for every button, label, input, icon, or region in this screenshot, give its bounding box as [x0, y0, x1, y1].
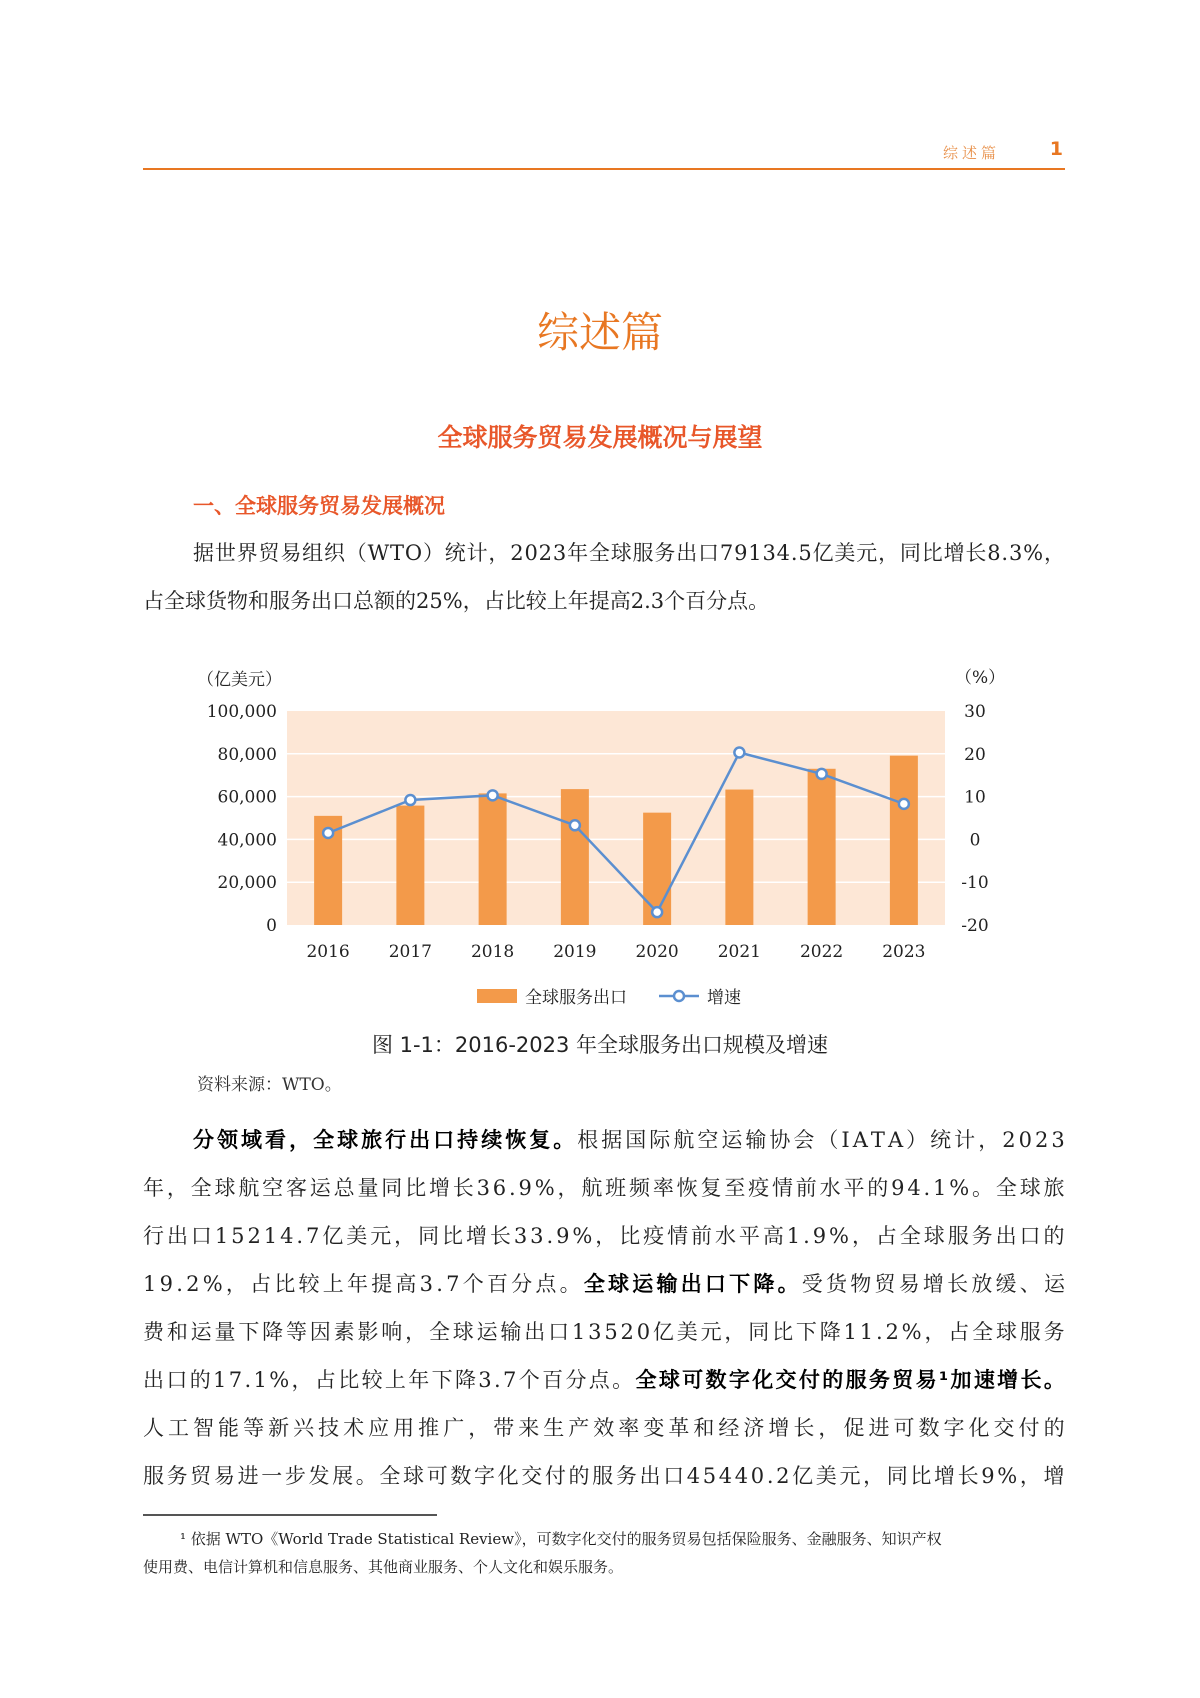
x-tick: 2016	[306, 942, 350, 962]
footnote-line: ¹ 依据 WTO《World Trade Statistical Review》，可数字化交付的服务贸易包括保险服务、金融服务、知识产权	[180, 1530, 942, 1548]
legend-line-label: 增速	[707, 988, 741, 1008]
bar-2017	[396, 806, 424, 925]
article-title: 全球服务贸易发展概况与展望	[437, 423, 763, 452]
text-line: 费 和 运 量 下 降 等 因 素 影 响 ， 全 球 运 输 出 口 1 3 5 2 0 亿 美 元 ， 同 比 下 降 1 1 . 2 % ， 占 全 球 服 务	[143, 1320, 1065, 1344]
y-tick-left: 80,000	[217, 744, 277, 765]
growth-point-2017	[405, 795, 415, 805]
footnote-line: 使用费、电信计算机和信息服务、其他商业服务、个人文化和娱乐服务。	[143, 1558, 624, 1576]
y-tick-right: -10	[961, 873, 989, 894]
y-tick-right: -20	[961, 916, 989, 936]
text-line: 服 务 贸 易 进 一 步 发 展 。 全 球 可 数 字 化 交 付 的 服 务 出 口 4 5 4 4 0 . 2 亿 美 元 ， 同 比 增 长 9 % ， 增	[143, 1464, 1065, 1488]
y-tick-right: 20	[964, 744, 986, 765]
growth-point-2021	[734, 748, 744, 758]
plot-area	[287, 711, 945, 925]
page-number: 1	[1049, 138, 1063, 160]
growth-point-2018	[488, 790, 498, 800]
text-line: 占 全 球 货 物 和 服 务 出 口 总 额 的 2 5 % ， 占 比 较 上 年 提 高 2 . 3 个 百 分 点 。	[143, 589, 770, 613]
text-line: 行 出 口 1 5 2 1 4 . 7 亿 美 元 ， 同 比 增 长 3 3 . 9 % ， 比 疫 情 前 水 平 高 1 . 9 % ， 占 全 球 服 务 出 口 的	[143, 1224, 1065, 1248]
x-tick: 2021	[717, 942, 762, 962]
growth-point-2022	[817, 769, 827, 779]
bar-2019	[561, 789, 589, 925]
section-heading: 一、全球服务贸易发展概况	[193, 494, 445, 518]
growth-point-2019	[570, 820, 580, 830]
bar-2021	[725, 790, 753, 925]
x-tick: 2022	[799, 942, 844, 962]
x-tick: 2017	[388, 942, 433, 962]
growth-point-2020	[652, 907, 662, 917]
y-tick-left: 100,000	[206, 702, 277, 722]
footnote-rule	[143, 1514, 437, 1516]
header-rule	[143, 168, 1065, 170]
text-line: 出 口 的 1 7 . 1 % ， 占 比 较 上 年 下 降 3 . 7 个 百 分 点 。 全 球 可 数 字 化 交 付 的 服 务 贸 易 ¹ 加 速 增 长 。	[143, 1368, 1065, 1392]
text-line: 人 工 智 能 等 新 兴 技 术 应 用 推 广 ， 带 来 生 产 效 率 变 革 和 经 济 增 长 ， 促 进 可 数 字 化 交 付 的	[143, 1416, 1065, 1440]
legend-bar-swatch	[477, 989, 517, 1003]
x-tick: 2020	[635, 942, 679, 962]
running-header-section: 综述篇	[942, 144, 1000, 162]
y-axis-label-left: （亿美元）	[197, 670, 282, 690]
bar-2023	[890, 756, 918, 925]
growth-point-2023	[899, 799, 909, 809]
legend-line-marker	[674, 991, 684, 1001]
y-tick-left: 40,000	[217, 830, 277, 851]
growth-point-2016	[323, 828, 333, 838]
chart	[195, 655, 1006, 1015]
text-line: 据 世 界 贸 易 组 织 （ W T O ） 统 计 ， 2 0 2 3 年 全 球 服 务 出 口 7 9 1 3 4 . 5 亿 美 元 ， 同 比 增 长 8 . 3 % ，	[193, 541, 1065, 565]
text-line: 年 ， 全 球 航 空 客 运 总 量 同 比 增 长 3 6 . 9 % ， 航 班 频 率 恢 复 至 疫 情 前 水 平 的 9 4 . 1 % 。 全 球 旅	[143, 1176, 1065, 1200]
y-tick-left: 60,000	[217, 787, 277, 808]
y-axis-label-right: （%）	[955, 668, 1006, 688]
x-tick: 2018	[470, 942, 515, 962]
bar-2022	[808, 769, 836, 925]
y-tick-left: 0	[266, 916, 277, 936]
y-tick-right: 0	[969, 830, 981, 851]
y-tick-right: 30	[964, 702, 986, 722]
chapter-title: 综述篇	[536, 308, 663, 357]
y-tick-left: 20,000	[217, 873, 277, 894]
x-tick: 2019	[553, 942, 597, 962]
bar-2018	[479, 793, 507, 925]
y-tick-right: 10	[964, 787, 986, 808]
text-line: 分 领 域 看 ， 全 球 旅 行 出 口 持 续 恢 复 。 根 据 国 际 航 空 运 输 协 会 （ I A T A ） 统 计 ， 2 0 2 3	[193, 1128, 1065, 1152]
figure-caption: 图 1-1：2016-2023 年全球服务出口规模及增速	[371, 1033, 829, 1057]
x-tick: 2023	[882, 942, 926, 962]
figure-source: 资料来源：WTO。	[197, 1075, 342, 1095]
text-line: 1 9 . 2 % ， 占 比 较 上 年 提 高 3 . 7 个 百 分 点 。 全 球 运 输 出 口 下 降 。 受 货 物 贸 易 增 长 放 缓 、 运	[143, 1272, 1065, 1296]
legend-bar-label: 全球服务出口	[525, 988, 627, 1008]
